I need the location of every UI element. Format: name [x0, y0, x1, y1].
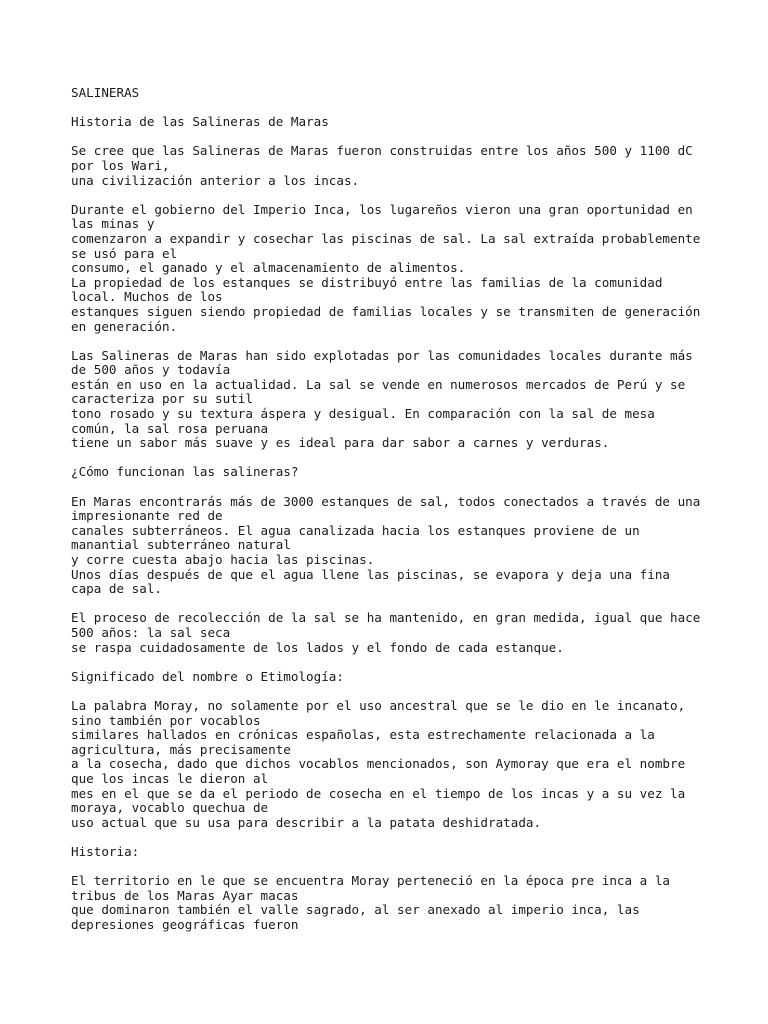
text-line: a la cosecha, dado que dichos vocablos mencionados, son Aymoray que era el nombre — [71, 756, 686, 772]
text-line: por los Wari, — [71, 157, 170, 173]
paragraph — [71, 144, 711, 188]
text-line: se raspa cuidadosamente de los lados y el fondo de cada estanque. — [71, 639, 564, 655]
text-line: estanques siguen siendo propiedad de familias locales y se transmiten de generación — [71, 303, 701, 319]
text-line: uso actual que su usa para describir a la patata deshidratada. — [71, 814, 542, 830]
text-line: tono rosado y su textura áspera y desigual. En comparación con la sal de mesa — [71, 406, 655, 422]
text-line: Historia de las Salineras de Maras — [71, 114, 329, 130]
text-line: Se cree que las Salineras de Maras fueron construidas entre los años 500 y 1100 dC — [71, 143, 693, 159]
text-line: capa de sal. — [71, 581, 162, 597]
paragraph — [71, 115, 711, 130]
paragraph — [71, 465, 711, 480]
text-line: moraya, vocablo quechua de — [71, 800, 269, 816]
paragraph — [71, 495, 711, 597]
text-line: que dominaron también el valle sagrado, al ser anexado al imperio inca, las — [71, 902, 640, 918]
text-line: Significado del nombre o Etimología: — [71, 668, 344, 684]
text-line: se usó para el — [71, 245, 178, 261]
text-line: comenzaron a expandir y cosechar las piscinas de sal. La sal extraída probablemente — [71, 230, 701, 246]
text-line: que los incas le dieron al — [71, 770, 269, 786]
paragraph — [71, 349, 711, 451]
text-line: sino también por vocablos — [71, 712, 261, 728]
text-line: Historia: — [71, 843, 140, 859]
text-line: tribus de los Maras Ayar macas — [71, 887, 299, 903]
text-line: ¿Cómo funcionan las salineras? — [71, 464, 299, 480]
text-line: caracteriza por su sutil — [71, 391, 253, 407]
text-line: En Maras encontrarás más de 3000 estanques de sal, todos conectados a través de una — [71, 493, 701, 509]
text-line: consumo, el ganado y el almacenamiento de alimentos. — [71, 260, 466, 276]
text-line: La palabra Moray, no solamente por el uso ancestral que se le dio en le incanato, — [71, 697, 686, 713]
paragraph — [71, 874, 711, 932]
text-line: están en uso en la actualidad. La sal se vende en numerosos mercados de Perú y se — [71, 376, 686, 392]
text-line: mes en el que se da el periodo de cosecha en el tiempo de los incas y a su vez la — [71, 785, 686, 801]
paragraph — [71, 203, 711, 334]
text-line: de 500 años y todavía — [71, 362, 231, 378]
paragraph — [71, 611, 711, 655]
text-line: canales subterráneos. El agua canalizada hacia los estanques proviene de un — [71, 522, 640, 538]
text-line: Durante el gobierno del Imperio Inca, los lugareños vieron una gran oportunidad en — [71, 201, 693, 217]
text-line: 500 años: la sal seca — [71, 624, 231, 640]
text-line: local. Muchos de los — [71, 289, 223, 305]
text-line: común, la sal rosa peruana — [71, 420, 269, 436]
text-line: las minas y — [71, 216, 155, 232]
text-line: El proceso de recolección de la sal se ha mantenido, en gran medida, igual que hace — [71, 610, 701, 626]
text-line: y corre cuesta abajo hacia las piscinas. — [71, 552, 375, 567]
text-line: Unos días después de que el agua llene las piscinas, se evapora y deja una fina — [71, 566, 670, 582]
paragraph — [71, 86, 711, 101]
text-line: SALINERAS — [71, 85, 140, 100]
text-line: similares hallados en crónicas españolas, esta estrechamente relacionada a la — [71, 727, 655, 743]
paragraph — [71, 699, 711, 830]
paragraph — [71, 845, 711, 860]
text-line: en generación. — [71, 318, 178, 334]
text-line: impresionante red de — [71, 508, 223, 524]
text-line: tiene un sabor más suave y es ideal para dar sabor a carnes y verduras. — [71, 435, 610, 451]
text-line: una civilización anterior a los incas. — [71, 172, 360, 188]
paragraph — [71, 670, 711, 685]
document-text — [71, 86, 711, 947]
text-line: agricultura, más precisamente — [71, 741, 291, 757]
text-line: Las Salineras de Maras han sido explotadas por las comunidades locales durante más — [71, 347, 693, 363]
text-line: manantial subterráneo natural — [71, 537, 291, 553]
text-line: El territorio en le que se encuentra Moray perteneció en la época pre inca a la — [71, 873, 670, 889]
text-line: La propiedad de los estanques se distribuyó entre las familias de la comunidad — [71, 274, 663, 290]
text-line: depresiones geográficas fueron — [71, 916, 299, 932]
